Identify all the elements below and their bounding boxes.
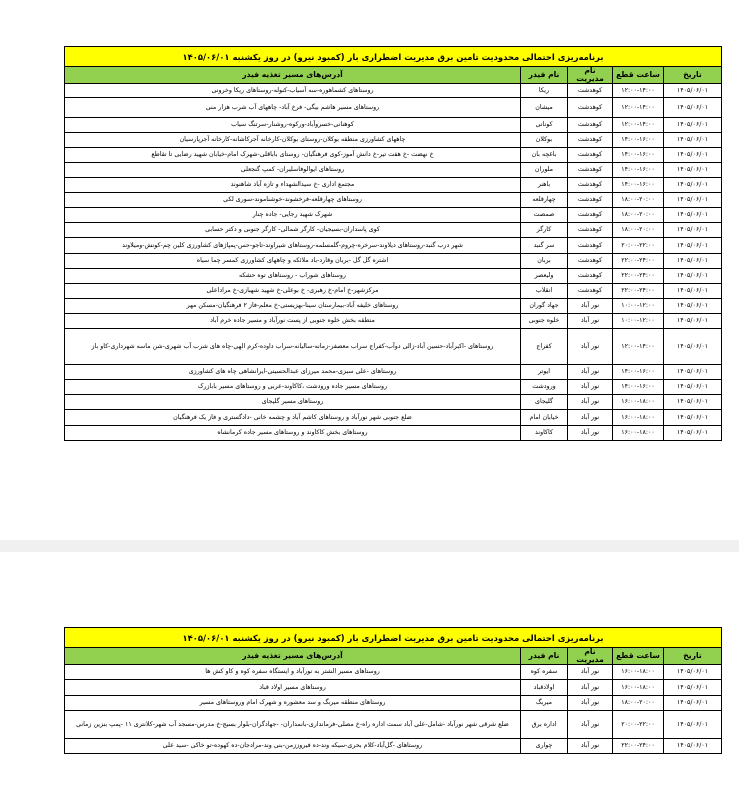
cell-time: ۱۲:۰۰-۱۴:۰۰: [613, 329, 664, 365]
cell-time: ۱۴:۰۰-۱۶:۰۰: [613, 148, 664, 163]
cell-feeder: اولادقباد: [521, 680, 568, 696]
table-title: برنامه‌ریزی احتمالی محدودیت تامین برق مدیریت اضطراری بار (کمبود نیرو) در روز یکشنبه ۱۴۰۵/۰۶/۰۱: [65, 628, 722, 648]
cell-time: ۱۶:۰۰-۱۸:۰۰: [613, 665, 664, 680]
header-management: نام مدیریت: [568, 67, 613, 84]
cell-date: ۱۴۰۵/۰۶/۰۱: [664, 329, 722, 365]
cell-management: کوهدشت: [568, 148, 613, 163]
table-row: [65, 284, 722, 299]
table-row: [65, 178, 722, 193]
cell-time: ۱۴:۰۰-۱۶:۰۰: [613, 178, 664, 193]
cell-management: کوهدشت: [568, 98, 613, 118]
table-row: [65, 711, 722, 739]
cell-management: نور آباد: [568, 680, 613, 696]
cell-feeder: باغچه بان: [521, 148, 568, 163]
table-row: [65, 395, 722, 410]
cell-date: ۱۴۰۵/۰۶/۰۱: [664, 148, 722, 163]
header-date: تاریخ: [664, 648, 722, 665]
table-row: [65, 365, 722, 380]
cell-time: ۱۸:۰۰-۲۰:۰۰: [613, 193, 664, 208]
table-row: [65, 680, 722, 696]
cell-management: کوهدشت: [568, 284, 613, 299]
cell-date: ۱۴۰۵/۰۶/۰۱: [664, 299, 722, 314]
cell-time: ۲۲:۰۰-۲۴:۰۰: [613, 269, 664, 284]
cell-feeder: چواری: [521, 739, 568, 754]
cell-time: ۲۲:۰۰-۲۴:۰۰: [613, 254, 664, 269]
table-row: [65, 223, 722, 238]
cell-address: روستاهای چهارقلعه-فرخشوند-خوشناموند-سوری لکی: [65, 193, 521, 208]
cell-time: ۱۰:۰۰-۱۲:۰۰: [613, 314, 664, 329]
cell-date: ۱۴۰۵/۰۶/۰۱: [664, 118, 722, 133]
table-row: [65, 329, 722, 365]
cell-feeder: کاکاوند: [521, 426, 568, 441]
table-row: [65, 696, 722, 711]
cell-address: روستاهای شوراب - روستاهای توه حشکه: [65, 269, 521, 284]
cell-feeder: گلیجای: [521, 395, 568, 410]
table-row: [65, 84, 722, 98]
table-row: [65, 269, 722, 284]
header-time: ساعت قطع: [613, 67, 664, 84]
cell-time: ۱۶:۰۰-۱۸:۰۰: [613, 395, 664, 410]
cell-address: روستاهای مسیر اولاد قباد: [65, 680, 521, 696]
cell-address: اشتره گل گل -بربان وقارد-باد ملائکه و چاههای کشاورزی کمسر چما سیاه: [65, 254, 521, 269]
cell-management: کوهدشت: [568, 193, 613, 208]
table-row: [65, 410, 722, 426]
cell-feeder: ولیعصر: [521, 269, 568, 284]
cell-feeder: خلوه جنوبی: [521, 314, 568, 329]
table-row: [65, 739, 722, 754]
cell-management: نور آباد: [568, 410, 613, 426]
cell-address: ضلع شرقی شهر نورآباد -شامل-علی آباد سمت اداره راه-خ مصلی-فرمانداری-بانمداران- -جهادگران-بلوار بسیج-خ مدرس-مسجد آب شهر-کلانتری ۱۱ -پمپ بنزین زمانی: [65, 711, 521, 739]
cell-management: کوهدشت: [568, 254, 613, 269]
cell-management: کوهدشت: [568, 133, 613, 148]
cell-management: کوهدشت: [568, 238, 613, 254]
cell-time: ۲۰:۰۰-۲۲:۰۰: [613, 238, 664, 254]
cell-date: ۱۴۰۵/۰۶/۰۱: [664, 254, 722, 269]
cell-address: روستاهای مسیر جاده ورودشت ،کاکاوند-عربی و روستاهای مسیر بابازرک: [65, 380, 521, 395]
cell-address: مجتمع اداری -خ سیدالشهداء و تازه آباد شاهنوند: [65, 178, 521, 193]
cell-feeder: ریکا: [521, 84, 568, 98]
table-row: [65, 314, 722, 329]
table-row: [65, 254, 722, 269]
cell-time: ۱۲:۰۰-۱۴:۰۰: [613, 84, 664, 98]
cell-date: ۱۴۰۵/۰۶/۰۱: [664, 380, 722, 395]
table-row: [65, 148, 722, 163]
cell-address: روستاهای خلیفه آباد-بیمارستان سینا-بهزیستی-خ معلم-فاز ۲ فرهنگیان-مسکن مهر: [65, 299, 521, 314]
table-title: برنامه‌ریزی احتمالی محدودیت تامین برق مدیریت اضطراری بار (کمبود نیرو) در روز یکشنبه ۱۴۰۵/۰۶/۰۱: [65, 47, 722, 67]
cell-address: کوهنانی-خسروآباد-ورکوه-روشنار-سرتنگ سیاب: [65, 118, 521, 133]
cell-time: ۱۴:۰۰-۱۶:۰۰: [613, 133, 664, 148]
header-management: نام مدیریت: [568, 648, 613, 665]
cell-feeder: صمصت: [521, 208, 568, 223]
cell-time: ۲۲:۰۰-۲۴:۰۰: [613, 284, 664, 299]
cell-address: کوی پاسداران-بسیجیان- کارگر شمالی- کارگر جنوبی و دکتر حسابی: [65, 223, 521, 238]
cell-management: کوهدشت: [568, 208, 613, 223]
cell-management: کوهدشت: [568, 178, 613, 193]
cell-management: نور آباد: [568, 739, 613, 754]
cell-date: ۱۴۰۵/۰۶/۰۱: [664, 269, 722, 284]
cell-address: مرکزشهر-خ امام-خ رهبری- خ بوعلی-خ شهید شهبازی-خ مراداعلی: [65, 284, 521, 299]
cell-feeder: کفراج: [521, 329, 568, 365]
cell-management: کوهدشت: [568, 118, 613, 133]
table-row: [65, 193, 722, 208]
table-row: [65, 299, 722, 314]
cell-address: ضلع جنوبی شهر نورآباد و روستاهای کاشم آباد و چشمه خانی -دادگستری و فاز یک فرهنگیان: [65, 410, 521, 426]
cell-feeder: چهارقلعه: [521, 193, 568, 208]
cell-time: ۱۲:۰۰-۱۴:۰۰: [613, 98, 664, 118]
cell-address: روستاهای -اکبرآباد-حسین آباد-زالی دوآب-کفراج سراب معصفر-زمانه-سالیانه-سراب داوده-کرم الهی-چاه های شرب آب شهری-شن ماسه شهرداری-کاو باز: [65, 329, 521, 365]
cell-management: نور آباد: [568, 314, 613, 329]
cell-address: روستاهای -علی سبزی-محمد میرزای عبدالحسینی-ایرانشاهی چاه های کشاورزی: [65, 365, 521, 380]
cell-date: ۱۴۰۵/۰۶/۰۱: [664, 680, 722, 696]
cell-address: شهرک شهید رجایی- جاده چنار: [65, 208, 521, 223]
table-row: [65, 133, 722, 148]
table-row: [65, 426, 722, 441]
cell-management: کوهدشت: [568, 163, 613, 178]
cell-time: ۲۲:۰۰-۲۴:۰۰: [613, 739, 664, 754]
cell-feeder: اداره برق: [521, 711, 568, 739]
header-address: آدرس‌های مسیر تغذیه فیدر: [65, 67, 521, 84]
cell-date: ۱۴۰۵/۰۶/۰۱: [664, 426, 722, 441]
cell-date: ۱۴۰۵/۰۶/۰۱: [664, 696, 722, 711]
cell-time: ۱۴:۰۰-۱۶:۰۰: [613, 365, 664, 380]
cell-management: نور آباد: [568, 426, 613, 441]
cell-date: ۱۴۰۵/۰۶/۰۱: [664, 223, 722, 238]
cell-feeder: کونانی: [521, 118, 568, 133]
cell-address: چاههای کشاورزی منطقه بوکلان-روستای بوکلان-کارخانه آجرکاشانه-کارخانه آجرپارسیان: [65, 133, 521, 148]
cell-address: منطقه بخش خلوه جنوبی از پست نورآباد و مسیر جاده خرم آباد: [65, 314, 521, 329]
cell-time: ۱۸:۰۰-۲۰:۰۰: [613, 696, 664, 711]
outage-table-1: [64, 46, 722, 441]
cell-date: ۱۴۰۵/۰۶/۰۱: [664, 410, 722, 426]
cell-address: روستاهای ایوالوفاسلیران- کمپ گنجعلی: [65, 163, 521, 178]
cell-date: ۱۴۰۵/۰۶/۰۱: [664, 314, 722, 329]
cell-address: خ نهضت -خ هفت تیر-خ دانش آموز-کوی فرهنگیان- روستای باباقلی-شهرک امام-خیابان شهید رضایی تا تقاطع: [65, 148, 521, 163]
cell-management: نور آباد: [568, 299, 613, 314]
cell-feeder: خیابان امام: [521, 410, 568, 426]
cell-date: ۱۴۰۵/۰۶/۰۱: [664, 395, 722, 410]
cell-time: ۱۴:۰۰-۱۶:۰۰: [613, 380, 664, 395]
cell-time: ۱۸:۰۰-۲۰:۰۰: [613, 223, 664, 238]
cell-feeder: ملوران: [521, 163, 568, 178]
cell-feeder: کارگر: [521, 223, 568, 238]
cell-address: روستاهای -گل‌آباد-کلام بحری-سیکه وند-ده فیروززمن-بنی وند-مرادجان-ده کهوده-تو خاکی -سید علی: [65, 739, 521, 754]
cell-time: ۱۶:۰۰-۱۸:۰۰: [613, 680, 664, 696]
cell-date: ۱۴۰۵/۰۶/۰۱: [664, 178, 722, 193]
cell-management: نور آباد: [568, 380, 613, 395]
cell-date: ۱۴۰۵/۰۶/۰۱: [664, 665, 722, 680]
cell-feeder: میشان: [521, 98, 568, 118]
cell-address: شهر درب گنبد-روستاهای دیلاوند-سرخره-چروم-گلمسلمه-روستاهای شیراوند-تاجو-حس-پمپاژهای کشاورزی کلین چم-کونش-ومیلاوند: [65, 238, 521, 254]
cell-time: ۱۴:۰۰-۱۶:۰۰: [613, 163, 664, 178]
table-row: [65, 208, 722, 223]
cell-management: نور آباد: [568, 665, 613, 680]
cell-time: ۱۸:۰۰-۲۰:۰۰: [613, 208, 664, 223]
cell-date: ۱۴۰۵/۰۶/۰۱: [664, 284, 722, 299]
cell-time: ۱۰:۰۰-۱۲:۰۰: [613, 299, 664, 314]
cell-feeder: جهاد گوران: [521, 299, 568, 314]
header-time: ساعت قطع: [613, 648, 664, 665]
table-row: [65, 380, 722, 395]
cell-date: ۱۴۰۵/۰۶/۰۱: [664, 208, 722, 223]
table-row: [65, 665, 722, 680]
cell-date: ۱۴۰۵/۰۶/۰۱: [664, 193, 722, 208]
cell-feeder: سفره کوه: [521, 665, 568, 680]
cell-management: نور آباد: [568, 365, 613, 380]
cell-date: ۱۴۰۵/۰۶/۰۱: [664, 98, 722, 118]
header-feeder: نام فیدر: [521, 648, 568, 665]
cell-date: ۱۴۰۵/۰۶/۰۱: [664, 133, 722, 148]
cell-time: ۲۰:۰۰-۲۲:۰۰: [613, 711, 664, 739]
cell-feeder: بربان: [521, 254, 568, 269]
cell-address: روستاهای منطقه میربگ و سد معشوره و شهرک امام وروستاهای مسیر: [65, 696, 521, 711]
cell-feeder: انقلاب: [521, 284, 568, 299]
cell-date: ۱۴۰۵/۰۶/۰۱: [664, 365, 722, 380]
cell-management: کوهدشت: [568, 223, 613, 238]
cell-management: نور آباد: [568, 696, 613, 711]
table-row: [65, 118, 722, 133]
cell-feeder: باهنر: [521, 178, 568, 193]
cell-date: ۱۴۰۵/۰۶/۰۱: [664, 84, 722, 98]
cell-address: روستاهای مسیر گلیجای: [65, 395, 521, 410]
header-feeder: نام فیدر: [521, 67, 568, 84]
cell-management: کوهدشت: [568, 84, 613, 98]
cell-management: نور آباد: [568, 329, 613, 365]
cell-feeder: میربگ: [521, 696, 568, 711]
cell-address: روستاهای مسیر الشتر به نورآباد و ایستگاه سفره کوه و کاو کش ها: [65, 665, 521, 680]
table-row: [65, 238, 722, 254]
cell-management: نور آباد: [568, 395, 613, 410]
cell-date: ۱۴۰۵/۰۶/۰۱: [664, 163, 722, 178]
header-address: آدرس‌های مسیر تغذیه فیدر: [65, 648, 521, 665]
table-row: [65, 163, 722, 178]
page-separator: [0, 540, 739, 552]
cell-date: ۱۴۰۵/۰۶/۰۱: [664, 739, 722, 754]
cell-feeder: سر گنبد: [521, 238, 568, 254]
table-row: [65, 98, 722, 118]
cell-management: نور آباد: [568, 711, 613, 739]
cell-feeder: بوکلان: [521, 133, 568, 148]
cell-time: ۱۶:۰۰-۱۸:۰۰: [613, 426, 664, 441]
cell-time: ۱۶:۰۰-۱۸:۰۰: [613, 410, 664, 426]
cell-address: روستاهای کشماهوره-سه آسیاب-کنوله-روستاهای ریکا وخرونی: [65, 84, 521, 98]
cell-feeder: ایوتر: [521, 365, 568, 380]
cell-date: ۱۴۰۵/۰۶/۰۱: [664, 238, 722, 254]
cell-date: ۱۴۰۵/۰۶/۰۱: [664, 711, 722, 739]
cell-address: روستاهای مسیر هاشم بیگی- فرخ آباد- چاههای آب شرب هزار منی: [65, 98, 521, 118]
cell-address: روستاهای بخش کاکاوند و روستاهای مسیر جاده کرمانشاه: [65, 426, 521, 441]
outage-table-2: [64, 627, 722, 754]
cell-management: کوهدشت: [568, 269, 613, 284]
cell-time: ۱۲:۰۰-۱۴:۰۰: [613, 118, 664, 133]
header-date: تاریخ: [664, 67, 722, 84]
cell-feeder: ورودشت: [521, 380, 568, 395]
